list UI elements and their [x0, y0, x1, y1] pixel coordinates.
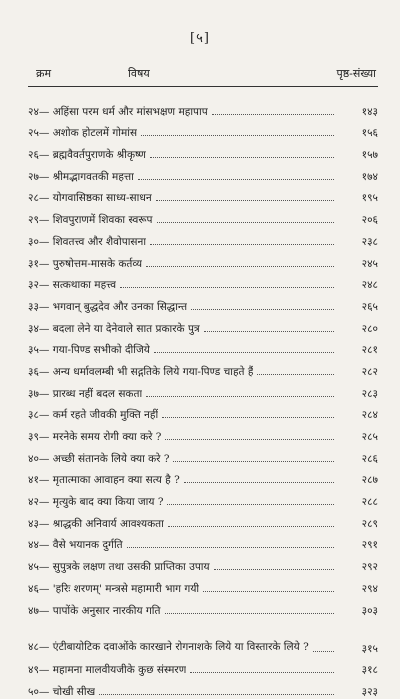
toc-entry-title: ३१— पुरुषोत्तम-मासके कर्तव्य [28, 257, 143, 270]
dot-leader [120, 287, 334, 288]
toc-entry-title: ५०— चोखी सीख [28, 685, 96, 698]
toc-entry-page: २८५ [361, 431, 378, 443]
dot-leader [146, 396, 334, 397]
toc-entry-page: २९२ [361, 561, 378, 574]
toc-entry-title: २४— अहिंसा परम धर्म और मांसभक्षण महापाप [28, 105, 208, 118]
toc-entry [28, 677, 378, 699]
toc-entry [28, 292, 378, 314]
toc-entry [28, 531, 378, 553]
dot-leader [173, 461, 334, 462]
toc-entry-title: ३५— गया-पिण्ड सभीको दीजिये [28, 344, 150, 357]
toc-entry-page: १७४ [361, 170, 378, 183]
dot-leader [204, 331, 334, 332]
toc-entry-title: २८— योगवासिष्ठका साध्य-साधन [28, 192, 152, 205]
toc-entry-page: २९४ [361, 582, 378, 595]
toc-entry-title: ४२— मृत्युके बाद क्या किया जाय ? [28, 496, 164, 509]
toc-entry [28, 271, 378, 293]
page-number: [५] [190, 31, 210, 46]
toc-entry-title: ३६— अन्य धर्मावलम्बी भी सद्गतिके लिये गया-पिण्ड चाहते हैं [28, 365, 254, 378]
dot-leader [167, 504, 334, 505]
dot-leader [168, 526, 334, 527]
toc-entry-page: २८० [361, 322, 378, 335]
toc-entry-title: ३२— सत्कथाका महत्त्व [28, 279, 117, 292]
toc-entry-page: ३०३ [361, 604, 378, 617]
toc-entry-page: २८८ [361, 496, 378, 509]
dot-leader [214, 569, 334, 570]
dot-leader [150, 157, 334, 158]
dot-leader [313, 651, 334, 652]
toc-entry-title: २६— ब्रह्मवैवर्तपुराणके श्रीकृष्ण [28, 149, 146, 162]
dot-leader [190, 672, 334, 673]
header-divider [28, 86, 378, 87]
dot-leader [191, 309, 334, 310]
toc-entry [28, 618, 378, 656]
toc-entry-page: १४३ [361, 105, 378, 118]
dot-leader [156, 200, 334, 201]
toc-entry [28, 574, 378, 596]
toc-entry-title: ४८— एंटीबायोटिक दवाओंके कारखाने रोगनाशके लिये या विस्तारके लिये ? [28, 640, 309, 653]
dot-leader [212, 114, 334, 115]
toc-entry [28, 227, 378, 249]
toc-entry [28, 314, 378, 336]
toc-entry-page: २४८ [361, 279, 378, 292]
toc-entry-title: ४७— पापोंके अनुसार नारकीय गति [28, 604, 161, 617]
dot-leader [157, 222, 334, 223]
toc-entry [28, 119, 378, 141]
page-column-header: पृष्ठ-संख्या [336, 67, 376, 80]
dot-leader [138, 179, 334, 180]
toc-entry [28, 379, 378, 401]
toc-entry-page: २८९ [361, 517, 378, 530]
toc-entry [28, 422, 378, 444]
toc-entry-page: ३२३ [361, 685, 378, 698]
toc-entry-page: २८६ [361, 452, 378, 465]
toc-entry [28, 401, 378, 423]
dot-leader [127, 547, 334, 548]
toc-entry [28, 552, 378, 574]
dot-leader [150, 244, 334, 245]
toc-entry-title: ४३— श्राद्धकी अनिवार्य आवश्यकता [28, 517, 164, 530]
toc-entry [28, 509, 378, 531]
toc-entry-page: २८३ [361, 387, 378, 400]
toc-entry-page: १५७ [361, 149, 378, 162]
toc-entry-title: ३०— शिवतत्त्व और शैवोपासना [28, 235, 147, 248]
toc-entry-title: ४०— अच्छी संतानके लिये क्या करे ? [28, 452, 170, 465]
toc-entry-page: २८१ [361, 344, 378, 357]
toc-entry [28, 162, 378, 184]
dot-leader [99, 694, 334, 695]
toc-entry-title: ४४— वैसे भयानक दुर्गति [28, 539, 123, 552]
toc-entry-page: २४५ [361, 257, 378, 270]
dot-leader [146, 266, 334, 267]
toc-entry-page: २८२ [361, 365, 378, 378]
toc-entry-title: ३७— प्रारब्ध नहीं बदल सकता [28, 387, 143, 400]
toc-entry-title: ४१— मृतात्माका आवाहन क्या सत्य है ? [28, 474, 180, 487]
toc-entry [28, 336, 378, 358]
toc-entry [28, 140, 378, 162]
toc-entry-page: २६५ [361, 300, 378, 313]
toc-entry-page: २८७ [361, 474, 378, 487]
toc-entry [28, 444, 378, 466]
toc-entry-page: ३१५ [361, 642, 378, 655]
toc-entry-page: २३८ [361, 235, 378, 248]
toc-entry-title: २९— शिवपुराणमें शिवका स्वरूप [28, 214, 153, 227]
dot-leader [257, 374, 334, 375]
toc-entry [28, 466, 378, 488]
dot-leader [165, 439, 334, 440]
table-of-contents [28, 97, 378, 699]
toc-entry [28, 184, 378, 206]
toc-entry-page: २९१ [361, 539, 378, 552]
toc-entry [28, 656, 378, 678]
toc-entry-title: ३३— भगवान् बुद्धदेव और उनका सिद्धान्त [28, 300, 188, 313]
toc-entry-title: ४६— 'हरिः शरणम्' मन्त्रसे महामारी भाग गयी [28, 582, 200, 595]
toc-entry [28, 249, 378, 271]
subject-column-header: विषय [128, 67, 150, 80]
toc-entry-title: ४५— सुपुत्रके लक्षण तथा उसकी प्राप्तिका उपाय [28, 561, 210, 574]
dot-leader [165, 613, 335, 614]
dot-leader [162, 417, 334, 418]
toc-entry-title: ४९— महामना मालवीयजीके कुछ संस्मरण [28, 664, 187, 677]
toc-entry [28, 596, 378, 618]
toc-entry [28, 487, 378, 509]
toc-entry-title: ३९— मरनेके समय रोगी क्या करे ? [28, 431, 162, 443]
dot-leader [154, 352, 334, 353]
dot-leader [141, 135, 334, 136]
toc-entry [28, 205, 378, 227]
toc-entry-title: ३४— बदला लेने या देनेवाले सात प्रकारके पुत्र [28, 322, 200, 335]
toc-entry-title: २५— अशोक होटलमें गोमांस [28, 127, 138, 140]
toc-entry-title: २७— श्रीमद्भागवतकी महत्ता [28, 170, 134, 183]
toc-entry-page: ३१८ [361, 664, 378, 677]
toc-header-row [36, 66, 376, 84]
toc-entry-title: ३८— कर्म रहते जीवकी मुक्ति नहीं [28, 409, 159, 422]
dot-leader [184, 482, 334, 483]
toc-entry-page: २८४ [361, 409, 378, 422]
toc-entry [28, 357, 378, 379]
toc-entry-page: २०६ [361, 214, 378, 227]
serial-column-header: क्रम [36, 67, 52, 80]
dot-leader [203, 591, 334, 592]
toc-entry [28, 97, 378, 119]
toc-entry-page: १५६ [361, 127, 378, 140]
toc-entry-page: १९५ [361, 192, 378, 205]
